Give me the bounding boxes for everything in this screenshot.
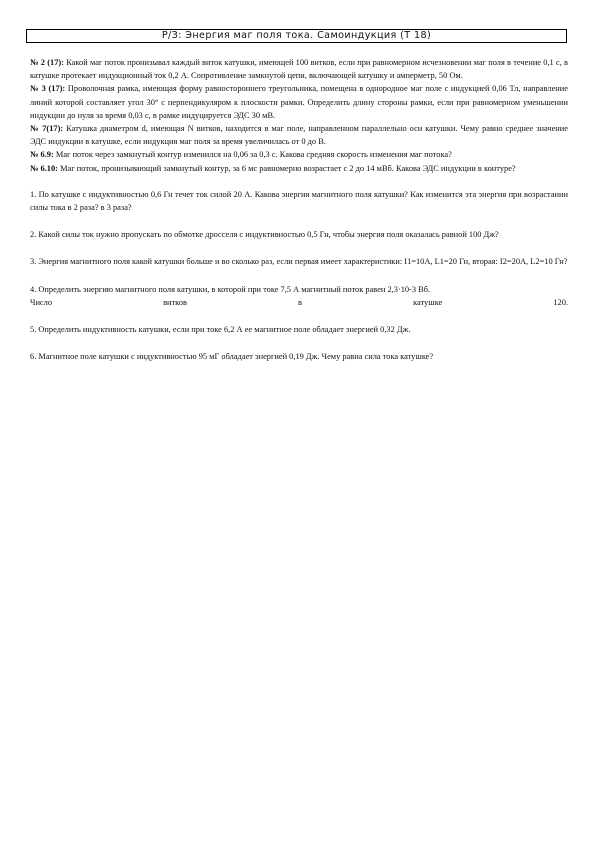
problem-6-9 [30,148,568,161]
problem-text: Маг поток через замкнутый контур изменился на 0,06 за 0,3 с. Какова средняя скорость изменения маг потока? [53,150,452,160]
task-6: 6. Магнитное поле катушки с индуктивностью 95 мГ обладает энергией 0,19 Дж. Чему равна сила тока катушке? [30,352,434,362]
page-title: Р/З: Энергия маг поля тока. Самоиндукция (Т 18) [26,29,567,43]
problem-number: № 6.9: [30,150,54,160]
problem-number: № 6.10: [30,163,58,173]
task-4-word: витков [163,297,187,307]
problem-text: Катушка диаметром d, имеющая N витков, находится в маг поле, направленном параллельно оси катушки. Чему равно среднее значение ЭДС индукции в катушке, если индукция маг поля за время увеличилась от 0 до В. [30,124,568,147]
document-body [30,56,568,363]
task-5: 5. Определить индуктивность катушки, если при токе 6,2 А ее магнитное поле обладает энергией 0,32 Дж. [30,325,411,335]
task-4-word: 120. [553,297,568,307]
task-4-line-2 [30,296,568,309]
task-4-line-1: 4. Определить энергию магнитного поля катушки, в которой при токе 7,5 А магнитный поток равен 2,3·10-3 Вб. [30,284,431,294]
problem-number: № 2 (17): [30,58,64,67]
task-3: 3. Энергия магнитного поля какой катушки больше и во сколько раз, если первая имеет характеристики: I1=10A, L1=20 Гн, вторая: I2=20A, L2=10 Гн? [30,257,568,267]
task-4 [30,283,568,309]
problem-text: Проволочная рамка, имеющая форму равностороннего треугольника, помещена в однородное маг поле с индукцией 0,06 Тл, направление линий которой составляет угол 30° с перпендикуляром к плоскости рамки. Определить длину стороны рамки, если при равномерном уменьшении индукции до нуля за время 0,03 с, в рамке индуцируется ЭДС 30 мВ. [30,84,568,120]
task-4-word: Число [30,297,53,307]
problem-text: Какой маг поток пронизывал каждый виток катушки, имеющей 100 витков, если при равномерном исчезновении маг поля в течение 0,1 с, в катушке протекает индукционный ток 0,2 А. Сопротивление замкнутой цепи, включающей катушку и амперметр, 50 Ом. [30,58,568,81]
problem-7 [30,122,568,148]
problem-6-10 [30,162,568,175]
problem-2 [30,56,568,82]
task-2: 2. Какой силы ток нужно пропускать по обмотке дросселя с индуктивностью 0,5 Гн, чтобы энергия поля оказалась равной 100 Дж? [30,230,499,240]
task-4-word: катушке [413,297,443,307]
problem-text: Маг поток, пронизывающий замкнутый контур, за 6 мс равномерно возрастает с 2 до 14 мВб. Какова ЭДС индукции в контуре? [57,163,516,173]
problem-number: № 3 (17): [30,84,66,94]
task-1: 1. По катушке с индуктивностью 0,6 Гн течет ток силой 20 А. Какова энергия магнитного поля катушки? Как изменится эта энергия при возрастании силы тока в 2 раза? в 3 раза? [30,189,568,213]
task-4-word: в [298,297,302,307]
problem-3 [30,82,568,122]
problem-number: № 7(17): [30,124,64,134]
